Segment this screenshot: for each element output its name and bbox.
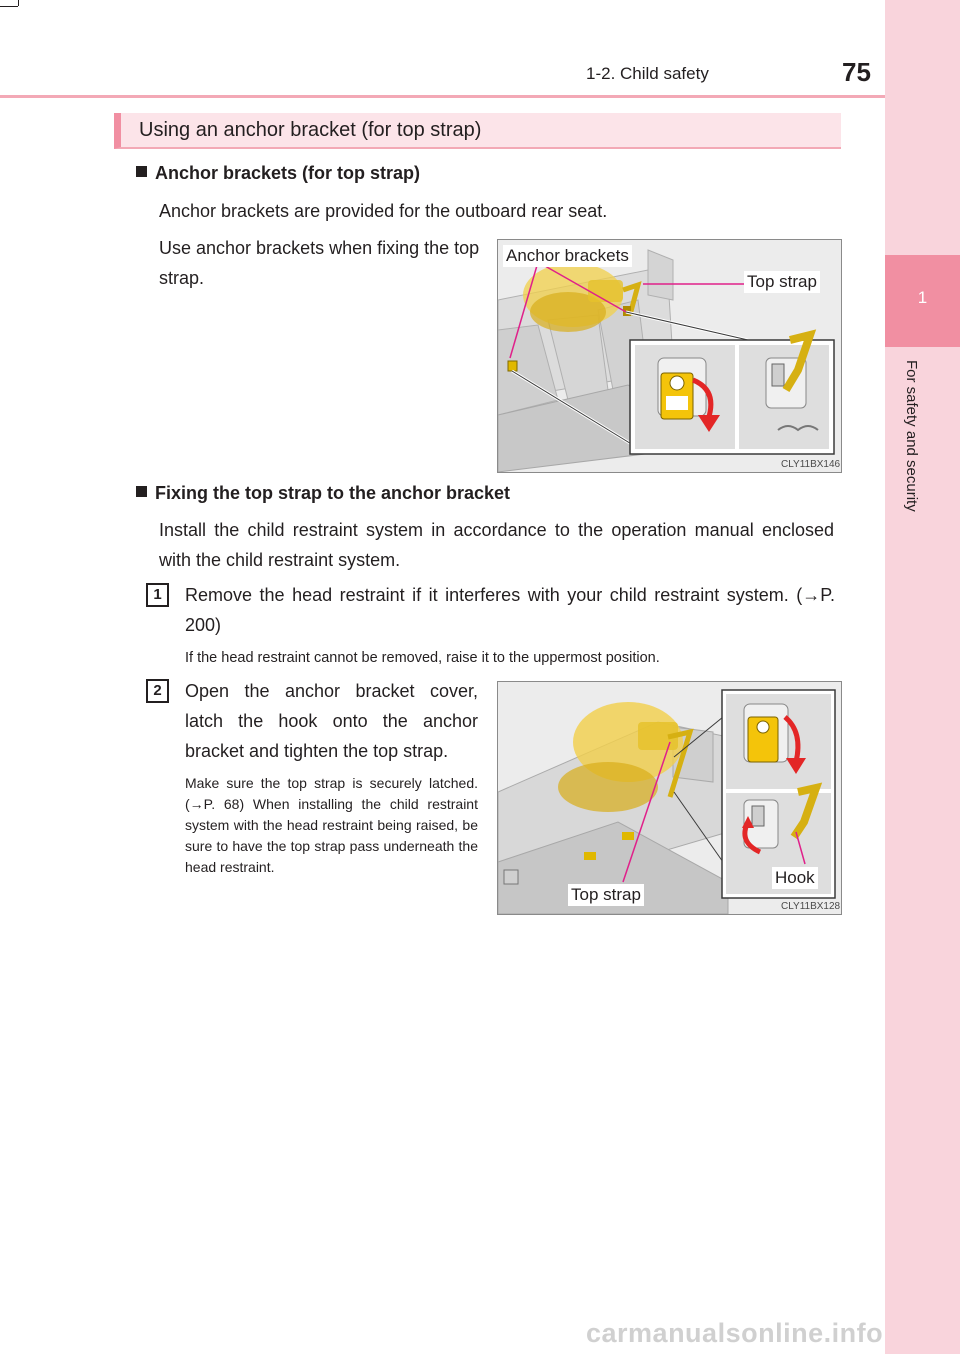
side-tab-chapter-title: For safety and security	[903, 360, 920, 512]
square-bullet-icon	[136, 166, 147, 177]
header-rule	[0, 95, 885, 98]
sub-heading-text: Fixing the top strap to the anchor bracket	[155, 483, 511, 503]
step-1-text: Remove the head restraint if it interferes with your child restraint system. (→P. 200)	[185, 585, 835, 635]
side-tab	[885, 0, 960, 1354]
anchor-brackets-usage-paragraph: Use anchor brackets when fixing the top strap.	[159, 238, 480, 288]
section-heading	[114, 113, 841, 149]
step-1-note: If the head restraint cannot be removed, raise it to the uppermost position.	[185, 650, 660, 666]
figure-code: CLY11BX146	[781, 459, 841, 470]
square-bullet-icon	[136, 486, 147, 497]
figure-code: CLY11BX128	[781, 901, 841, 912]
sub-heading-fixing-top-strap	[136, 483, 510, 504]
sub-heading-anchor-brackets	[136, 163, 420, 184]
figure-label-top-strap: Top strap	[568, 884, 644, 906]
step-number-2: 2	[146, 679, 169, 703]
figure-label-hook: Hook	[772, 867, 818, 889]
crop-mark	[0, 6, 18, 7]
figure-label-anchor-brackets: Anchor brackets	[503, 245, 632, 267]
crop-mark	[18, 0, 19, 6]
anchor-brackets-paragraph: Anchor brackets are provided for the outboard rear seat.	[159, 201, 608, 221]
section-label: 1-2. Child safety	[586, 64, 709, 83]
section-heading-text: Using an anchor bracket (for top strap)	[139, 119, 482, 141]
step-2-text: Open the anchor bracket cover, latch the hook onto the anchor bracket and tighten the top strap.	[185, 681, 478, 761]
sub-heading-text: Anchor brackets (for top strap)	[155, 163, 421, 183]
anchor-brackets-figure	[497, 239, 842, 473]
top-strap-hook-figure	[497, 681, 842, 915]
page-number: 75	[842, 57, 871, 87]
figure-label-top-strap: Top strap	[744, 271, 820, 293]
step-number-1: 1	[146, 583, 169, 607]
fixing-paragraph: Install the child restraint system in accordance to the operation manual enclosed with the child restraint system.	[159, 520, 834, 570]
step-2-note: Make sure the top strap is securely latched. (→P. 68) When installing the child restraint system with the head restraint being raised, be sure to have the top strap pass underneath the head restraint.	[185, 775, 478, 875]
watermark: carmanualsonline.info	[586, 1318, 884, 1348]
side-tab-chapter-number: 1	[917, 288, 928, 307]
